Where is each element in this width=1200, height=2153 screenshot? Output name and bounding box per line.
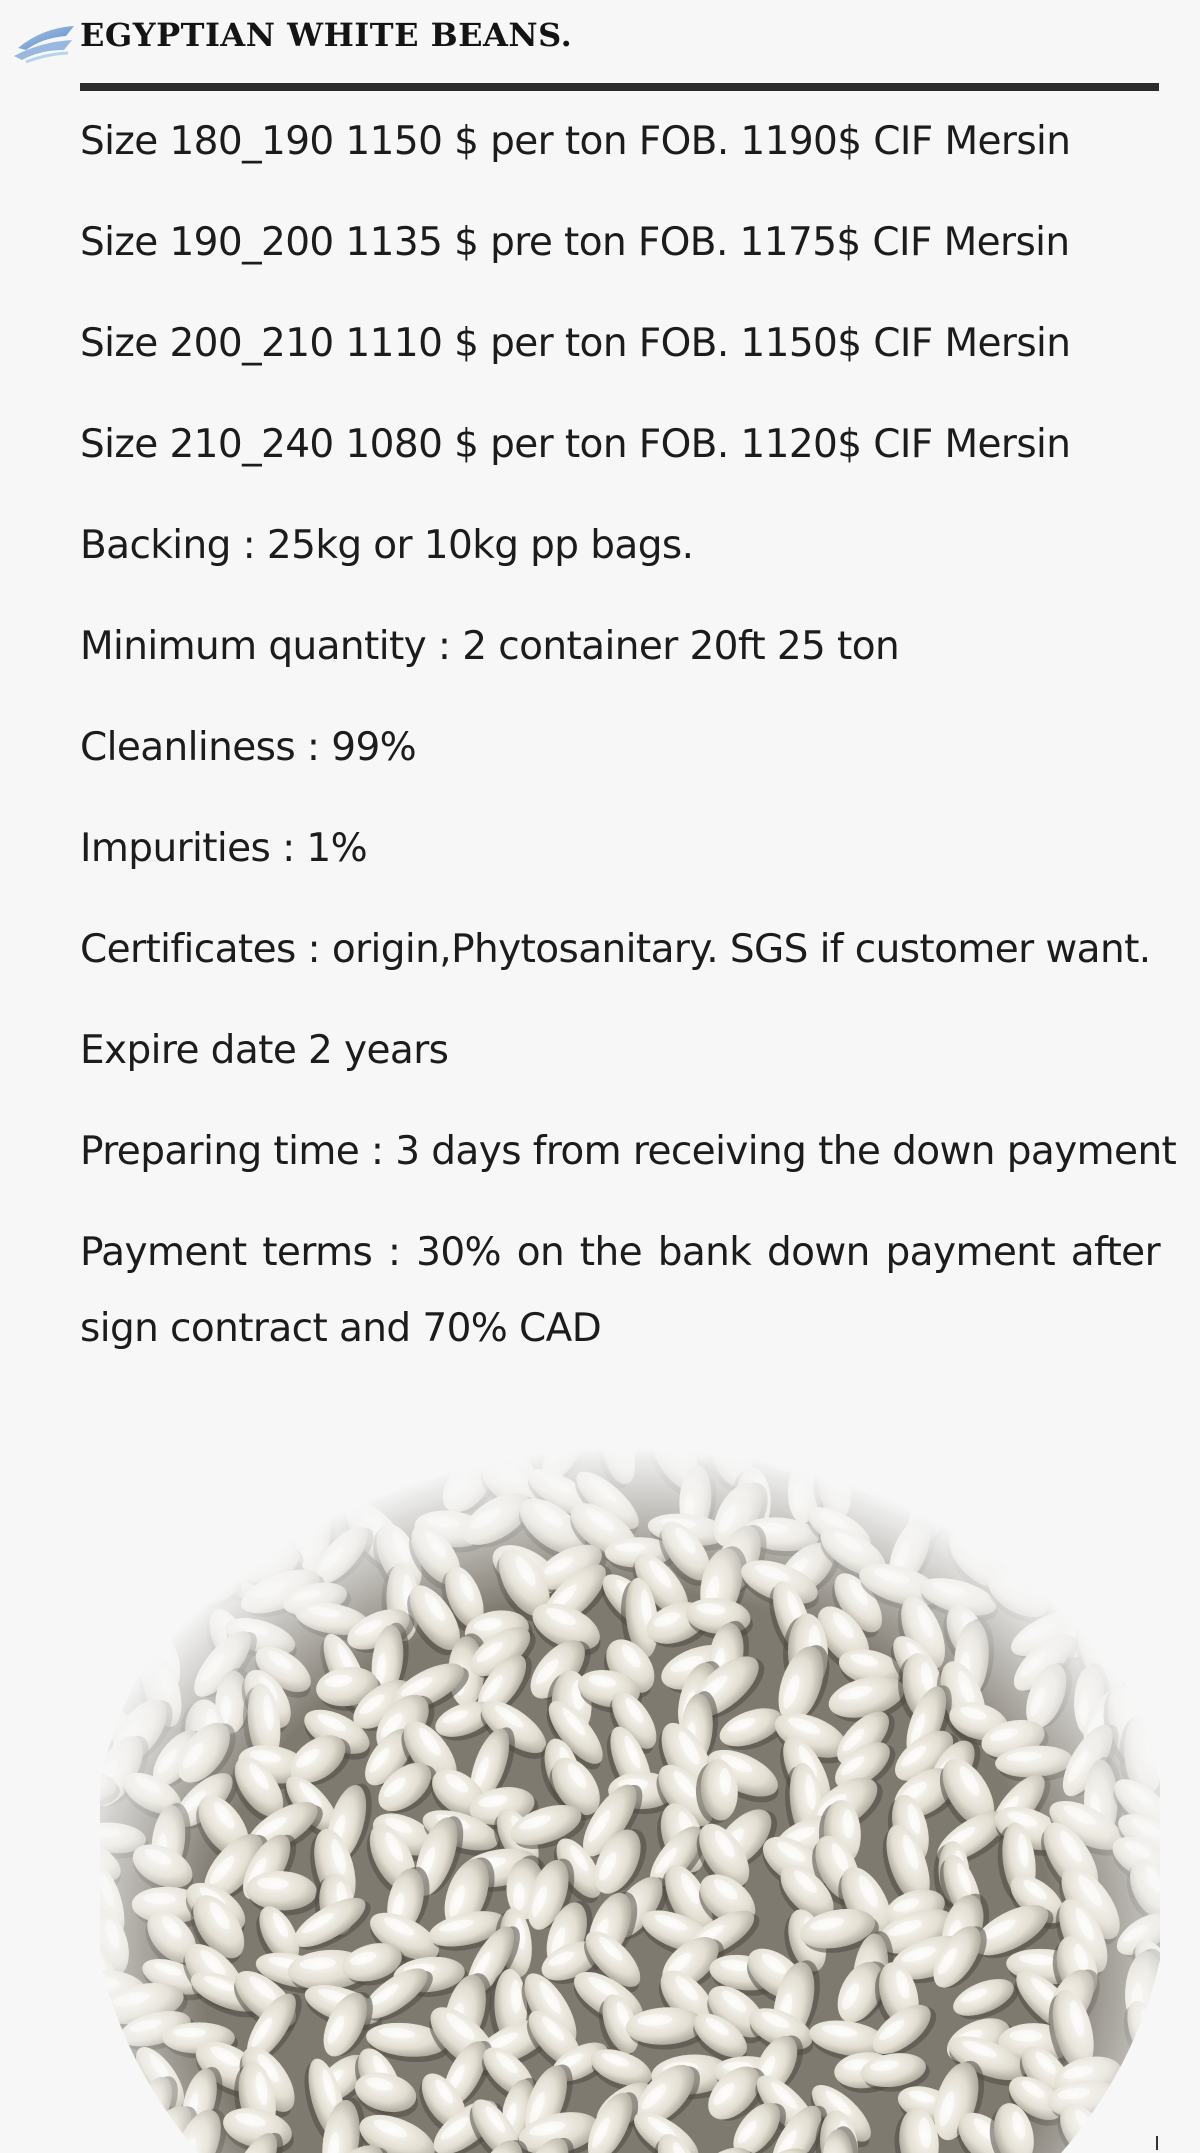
impurities-line: Impurities : 1% [80, 826, 368, 871]
minimum-quantity-line: Minimum quantity : 2 container 20ft 25 ton [80, 624, 900, 669]
size-price-line-2: Size 190_200 1135 $ pre ton FOB. 1175$ CIF Mersin [80, 220, 1070, 265]
expire-date-line: Expire date 2 years [80, 1028, 449, 1073]
page-edge-mark [1156, 2136, 1158, 2150]
payment-terms-paragraph: Payment terms : 30% on the bank down payment after sign contract and 70% CAD [80, 1230, 1160, 1351]
size-price-line-3: Size 200_210 1110 $ per ton FOB. 1150$ CIF Mersin [80, 321, 1071, 366]
cleanliness-line: Cleanliness : 99% [80, 725, 417, 770]
size-price-line-4: Size 210_240 1080 $ per ton FOB. 1120$ CIF Mersin [80, 422, 1071, 467]
white-beans-photo [100, 1410, 1160, 2153]
page-title: EGYPTIAN WHITE BEANS. [80, 16, 573, 54]
preparing-time-line: Preparing time : 3 days from receiving the down payment [80, 1129, 1177, 1174]
certificates-line: Certificates : origin,Phytosanitary. SGS if customer want. [80, 927, 1151, 972]
specification-list [80, 117, 1177, 1367]
size-price-line-1: Size 180_190 1150 $ per ton FOB. 1190$ CIF Mersin [80, 119, 1071, 164]
packing-line: Backing : 25kg or 10kg pp bags. [80, 523, 694, 568]
ship-logo-icon [12, 18, 82, 68]
title-divider [80, 83, 1159, 91]
